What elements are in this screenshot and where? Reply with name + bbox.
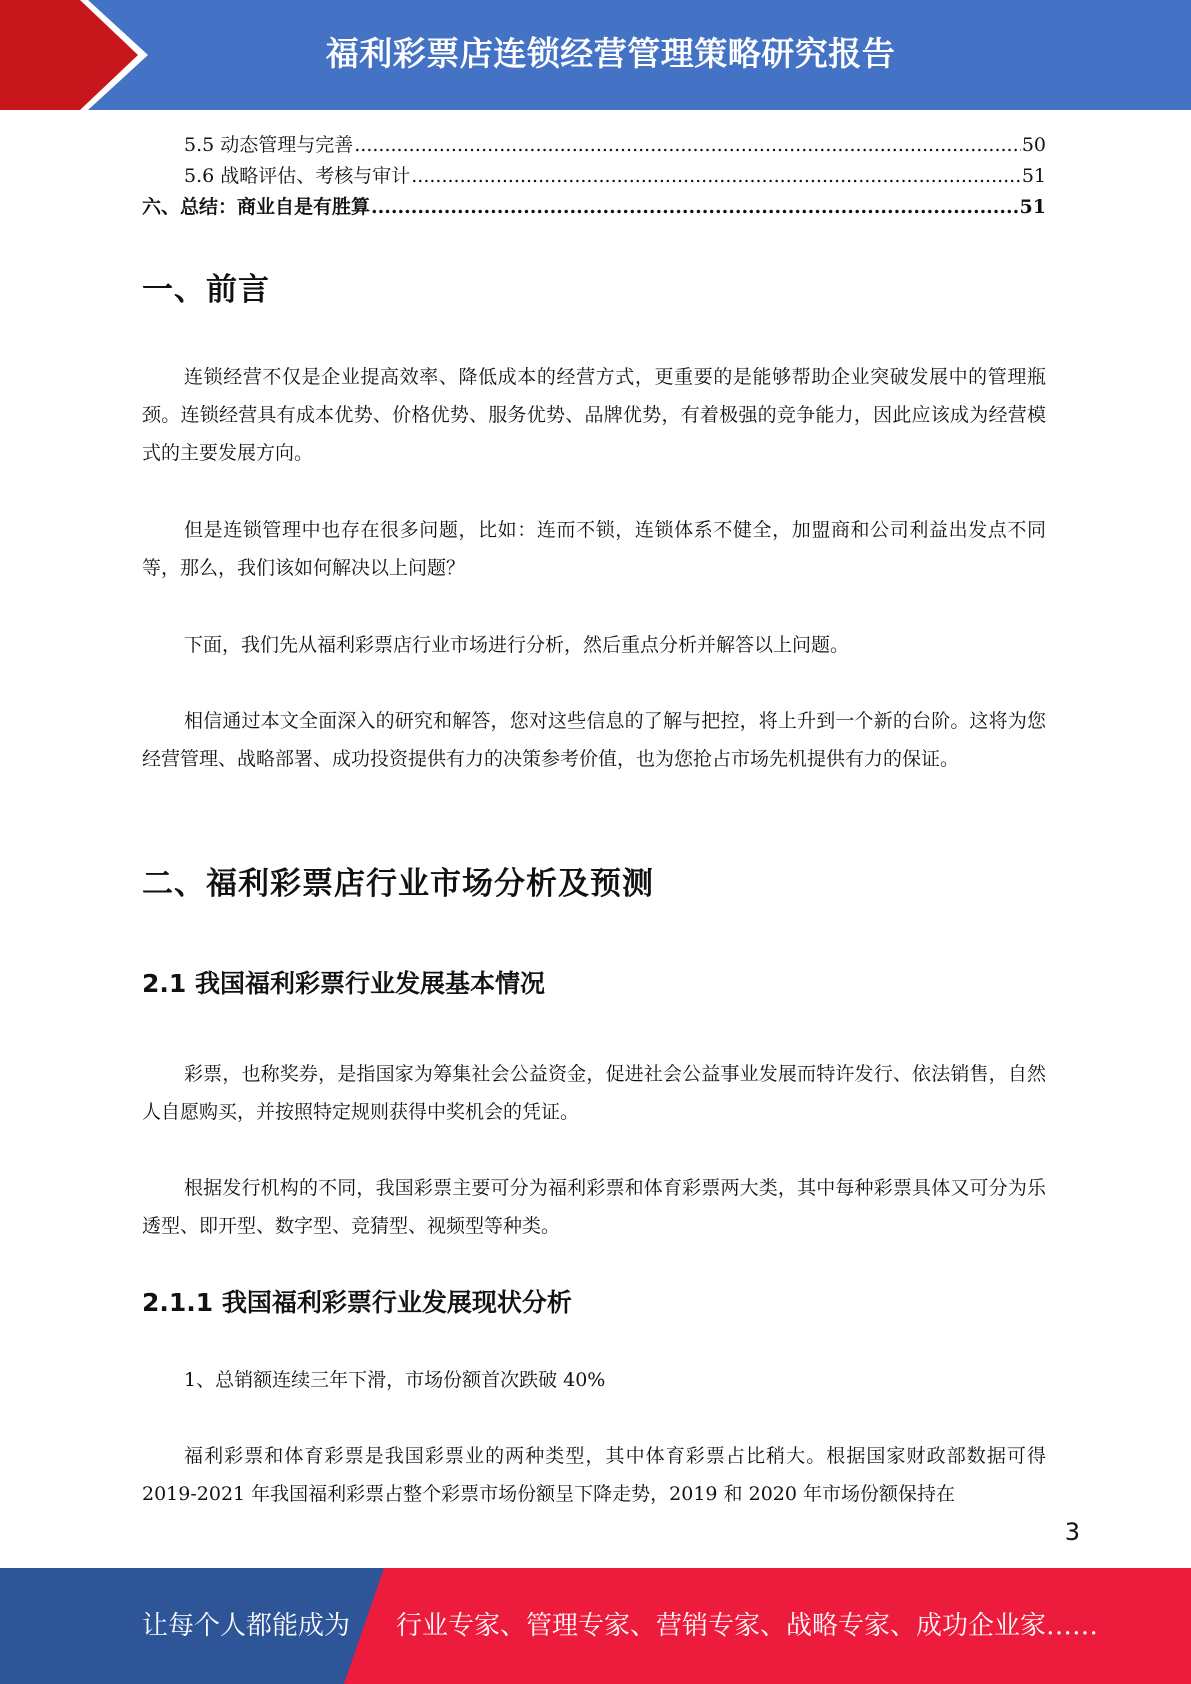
toc-entry-page: 50 [1021,134,1046,156]
section-heading-preface: 一、前言 [142,272,270,308]
paragraph: 相信通过本文全面深入的研究和解答，您对这些信息的了解与把控，将上升到一个新的台阶。这将为您经营管理、战略部署、成功投资提供有力的决策参考价值，也为您抢占市场先机提供有力的保证。 [142,710,1046,770]
paragraph: 根据发行机构的不同，我国彩票主要可分为福利彩票和体育彩票两大类，其中每种彩票具体又可分为乐透型、即开型、数字型、竞猜型、视频型等种类。 [142,1177,1046,1237]
toc-entry[interactable] [142,159,1046,189]
toc-entry-label: 5.5 动态管理与完善 [184,134,354,156]
toc-entry-label: 5.6 战略评估、考核与审计 [184,165,411,187]
paragraph: 连锁经营不仅是企业提高效率、降低成本的经营方式，更重要的是能够帮助企业突破发展中的管理瓶颈。连锁经营具有成本优势、价格优势、服务优势、品牌优势，有着极强的竞争能力，因此应该成为经营模式的主要发展方向。 [142,366,1046,464]
toc-leader-dots [354,132,1021,158]
paragraph: 但是连锁管理中也存在很多问题，比如：连而不锁，连锁体系不健全，加盟商和公司利益出发点不同等，那么，我们该如何解决以上问题？ [142,519,1046,579]
toc-entry-page: 51 [1021,165,1046,187]
page-number: 3 [1064,1518,1080,1546]
header-chevron-decoration [0,0,150,110]
header-banner [0,0,1191,110]
toc-leader-dots [371,194,1019,220]
list-item: 1、总销额连续三年下滑，市场份额首次跌破 40% [184,1369,606,1391]
subsection-heading-status-analysis: 2.1.1 我国福利彩票行业发展现状分析 [142,1288,572,1317]
footer-slogan-left: 让每个人都能成为 [142,1611,351,1641]
report-title: 福利彩票店连锁经营管理策略研究报告 [325,34,896,73]
toc-entry-label: 六、总结：商业自是有胜算 [142,196,371,218]
toc-entry[interactable] [142,190,1046,220]
footer-slogan-right: 行业专家、管理专家、营销专家、战略专家、成功企业家…… [396,1611,1099,1641]
toc-entry-page: 51 [1019,196,1046,218]
toc-entry[interactable] [142,128,1046,158]
section-heading-market-analysis: 二、福利彩票店行业市场分析及预测 [142,866,654,902]
paragraph: 福利彩票和体育彩票是我国彩票业的两种类型，其中体育彩票占比稍大。根据国家财政部数据可得 2019-2021 年我国福利彩票占整个彩票市场份额呈下降走势，2019 和 2020 年市场份额保持在 [142,1445,1046,1505]
footer-banner [0,1568,1191,1684]
paragraph: 下面，我们先从福利彩票店行业市场进行分析，然后重点分析并解答以上问题。 [184,634,850,656]
paragraph: 彩票，也称奖券，是指国家为筹集社会公益资金，促进社会公益事业发展而特许发行、依法销售，自然人自愿购买，并按照特定规则获得中奖机会的凭证。 [142,1063,1046,1123]
subsection-heading-basic-situation: 2.1 我国福利彩票行业发展基本情况 [142,969,545,998]
toc-leader-dots [411,163,1021,189]
